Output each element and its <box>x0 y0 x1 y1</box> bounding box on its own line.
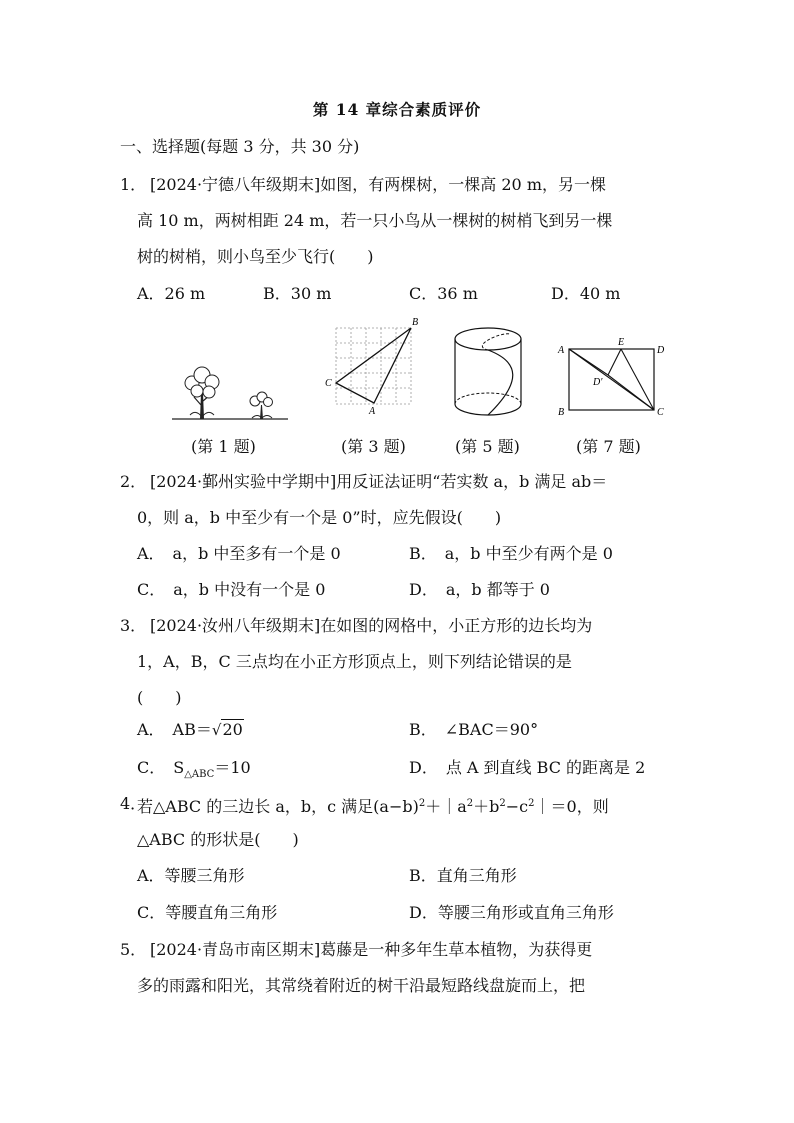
fig7-label-c: C <box>657 407 664 418</box>
figure-5-cylinder <box>450 322 530 422</box>
q3-option-c-subscript: △ABC <box>184 769 215 781</box>
q3-option-c-suffix: ＝10 <box>214 758 251 777</box>
q2-text-line1: [2024·鄞州实验中学期中]用反证法证明“若实数 a，b 满足 ab＝ <box>150 472 608 491</box>
fig3-label-a: A <box>369 406 376 415</box>
q1-text-line1: [2024·宁德八年级期末]如图，有两棵树，一棵高 20 m，另一棵 <box>150 175 606 194</box>
q5-text-line2: 多的雨露和阳光，其常绕着附近的树干沿最短路线盘旋而上，把 <box>137 976 586 995</box>
fig7-label-d-prime: D′ <box>593 377 603 388</box>
fig7-label-a: A <box>558 345 565 356</box>
q1-option-d[interactable]: D．40 m <box>551 284 621 303</box>
q1-text-line2: 高 10 m，两树相距 24 m，若一只小鸟从一棵树的树梢飞到另一棵 <box>137 211 613 230</box>
q2-option-b[interactable]: B． a，b 中至少有两个是 0 <box>409 544 613 563</box>
q1-option-c[interactable]: C．36 m <box>409 284 478 303</box>
q3-option-a-prefix: A． AB＝ <box>137 720 212 739</box>
fig7-label-e: E <box>618 337 625 348</box>
q1-option-b[interactable]: B．30 m <box>263 284 332 303</box>
q2-option-c[interactable]: C． a，b 中没有一个是 0 <box>137 580 326 599</box>
q4-line1-part-e: ｜＝0，则 <box>534 797 609 816</box>
q4-option-c[interactable]: C．等腰直角三角形 <box>137 903 278 922</box>
figure-1-trees <box>170 355 290 425</box>
caption-figure-7: (第 7 题) <box>576 437 641 456</box>
figure-7-rectangle <box>553 333 673 423</box>
q1-number: 1． <box>120 175 147 194</box>
page-title: 第 14 章综合素质评价 <box>312 100 482 119</box>
q2-text-line2: 0，则 a，b 中至少有一个是 0”时，应先假设( ) <box>137 508 502 527</box>
q4-line1-part-b: ＋｜a <box>425 797 467 816</box>
q4-text-line2: △ABC 的形状是( ) <box>137 830 299 849</box>
q1-option-a[interactable]: A．26 m <box>137 284 206 303</box>
q4-option-d[interactable]: D．等腰三角形或直角三角形 <box>409 903 614 922</box>
q3-number: 3． <box>120 616 147 635</box>
fig7-label-b: B <box>558 407 565 418</box>
q3-option-c-prefix: C． S <box>137 758 185 777</box>
caption-figure-1: (第 1 题) <box>191 437 256 456</box>
q3-text-line2: 1，A，B，C 三点均在小正方形顶点上，则下列结论错误的是 <box>137 652 572 671</box>
q4-superscript: 2 <box>466 798 474 809</box>
q3-option-a[interactable] <box>137 720 244 740</box>
q4-option-a[interactable]: A．等腰三角形 <box>137 866 245 885</box>
q2-option-a[interactable]: A． a，b 中至多有一个是 0 <box>137 544 341 563</box>
q3-option-d[interactable]: D． 点 A 到直线 BC 的距离是 2 <box>409 758 646 777</box>
q1-text-line3: 树的树梢，则小鸟至少飞行( ) <box>137 247 374 266</box>
q2-option-d[interactable]: D． a，b 都等于 0 <box>409 580 550 599</box>
q3-text-line3: ( ) <box>137 688 182 707</box>
q4-superscript: 2 <box>499 798 506 809</box>
q4-option-b[interactable]: B．直角三角形 <box>409 866 517 885</box>
q3-option-b[interactable]: B． ∠BAC＝90° <box>409 720 539 739</box>
q4-line1-part-d: −c <box>505 797 529 816</box>
fig3-label-b: B <box>412 317 419 328</box>
q5-text-line1: [2024·青岛市南区期末]葛藤是一种多年生草本植物，为获得更 <box>150 940 593 959</box>
q3-text-line1: [2024·汝州八年级期末]在如图的网格中，小正方形的边长均为 <box>150 616 593 635</box>
q3-option-c[interactable] <box>137 758 251 785</box>
fig3-label-c: C <box>325 378 332 389</box>
sqrt-radical-icon: √ <box>211 721 222 739</box>
short-tree-icon <box>250 392 273 419</box>
q4-superscript: 2 <box>418 798 426 809</box>
tall-tree-icon <box>185 367 219 419</box>
q2-number: 2． <box>120 472 147 491</box>
q5-number: 5． <box>120 940 147 959</box>
figure-3-grid-triangle <box>320 315 420 415</box>
caption-figure-5: (第 5 题) <box>455 437 520 456</box>
q4-superscript: 2 <box>528 798 535 809</box>
q4-line1-part-a: 若△ABC 的三边长 a，b，c 满足(a−b) <box>137 797 419 816</box>
q3-option-a-radicand: 20 <box>222 720 243 739</box>
q4-text-line1 <box>137 794 609 817</box>
fig7-label-d: D <box>657 345 665 356</box>
section-heading: 一、选择题(每题 3 分，共 30 分) <box>120 137 360 156</box>
caption-figure-3: (第 3 题) <box>341 437 406 456</box>
q4-number: 4． <box>120 794 147 813</box>
q4-line1-part-c: ＋b <box>473 797 500 816</box>
